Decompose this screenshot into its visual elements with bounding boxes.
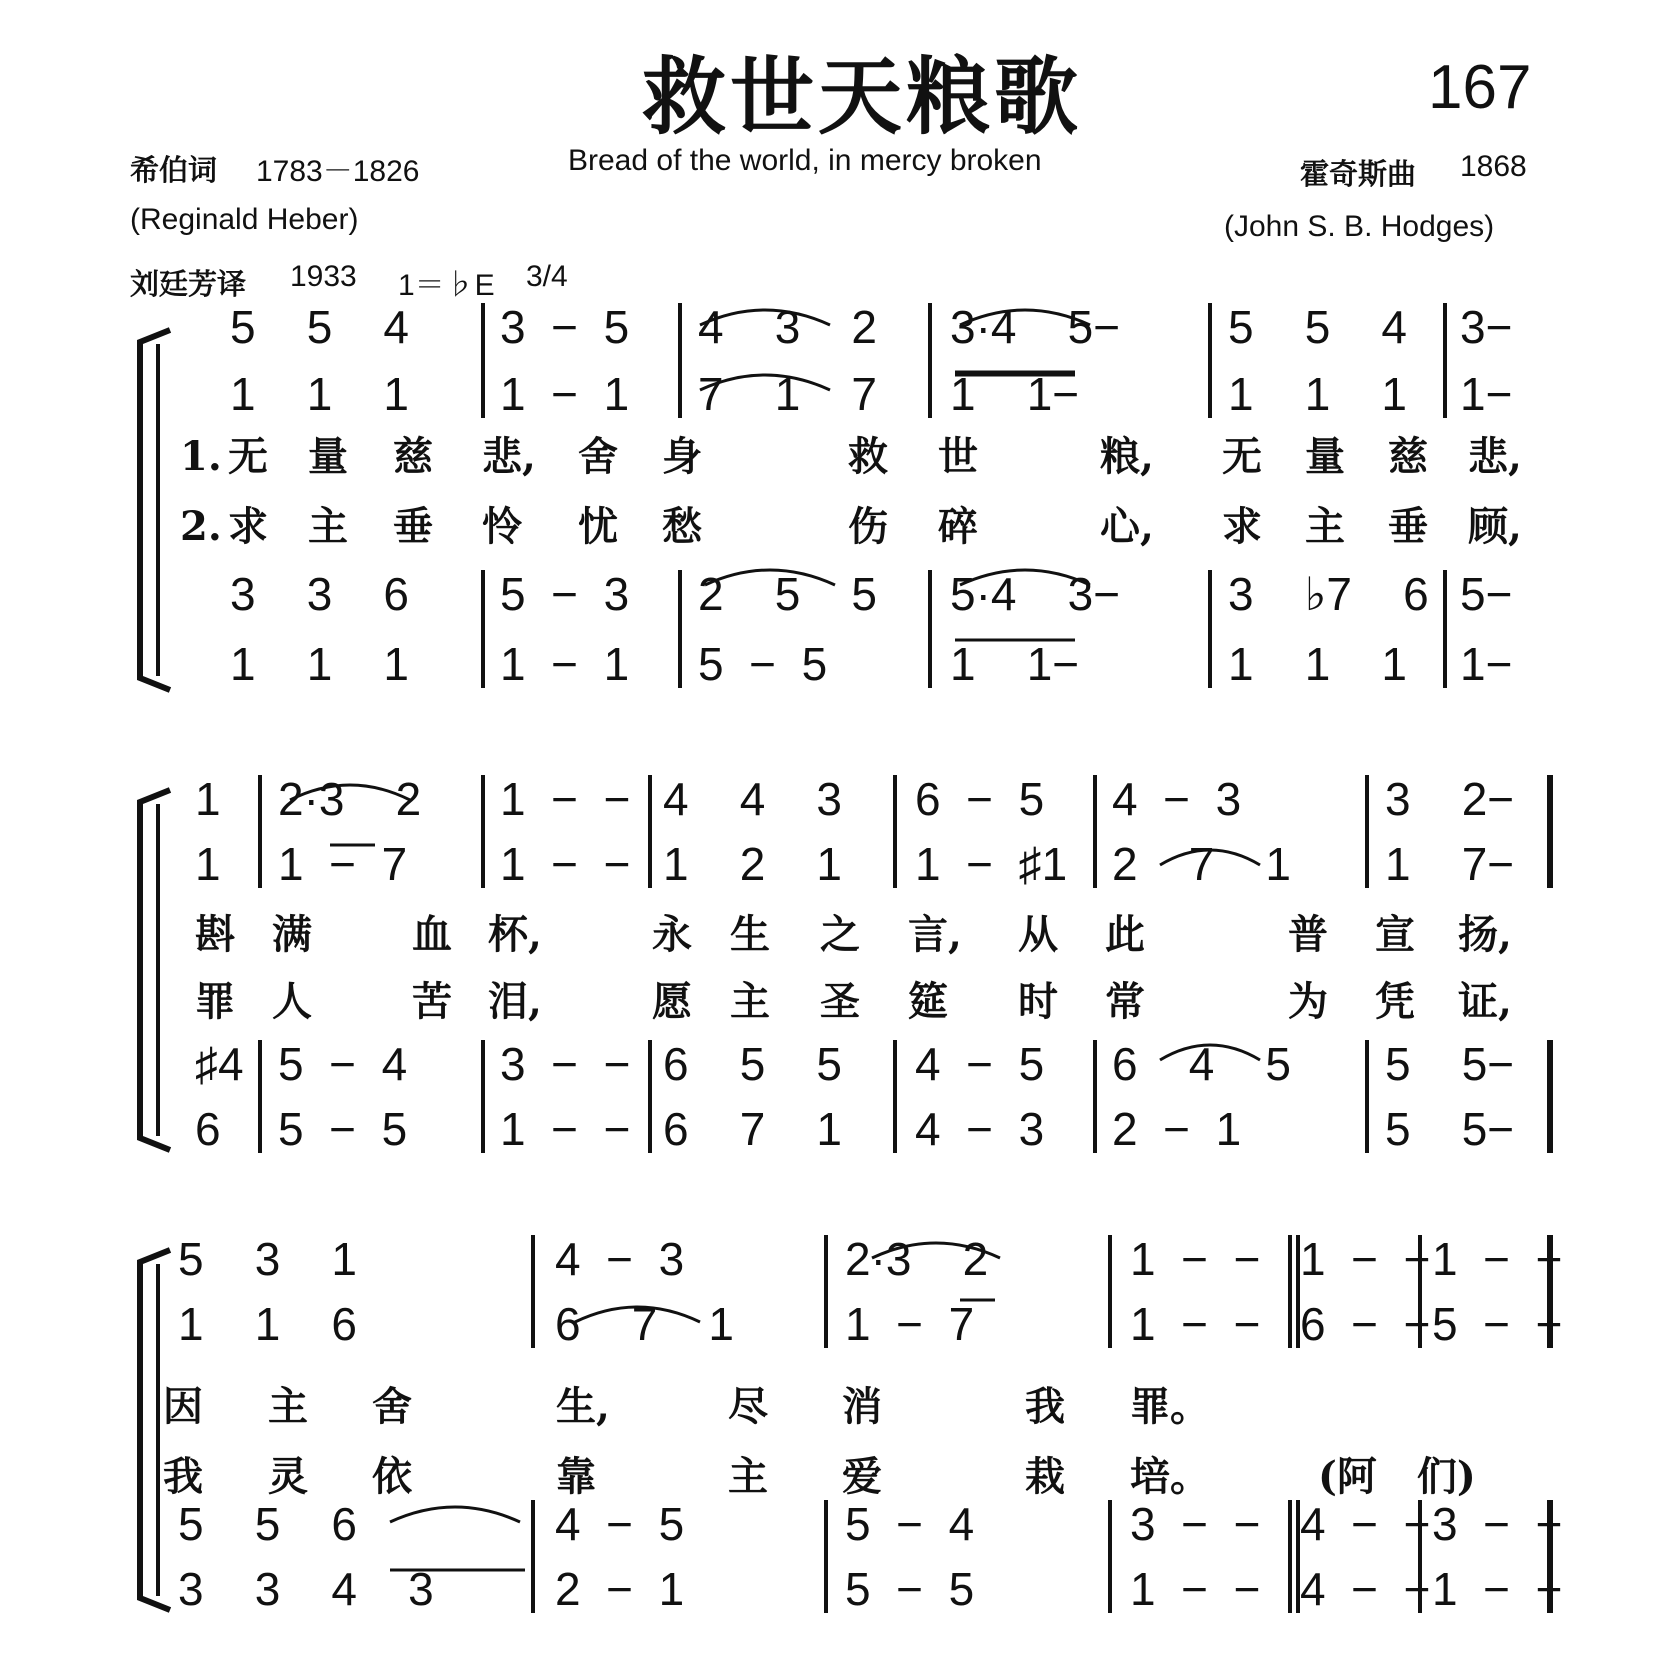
voice-4-measure: 2 − 1 <box>1112 1103 1242 1155</box>
lyric-syllable: 之 <box>820 911 860 958</box>
time-signature: 3/4 <box>526 260 568 293</box>
voice-1-measure: 1 − − <box>1130 1233 1261 1285</box>
lyric-syllable: 主 <box>1305 503 1345 550</box>
lyric-syllable: 量 <box>1305 433 1345 480</box>
voice-4-measure: 5 − 5 <box>698 638 828 690</box>
system-bracket <box>140 330 170 690</box>
lyric-syllable: 舍 <box>578 433 618 480</box>
voice-3-measure: 5 − 3 <box>500 568 630 620</box>
lyric-syllable: 圣 <box>820 978 860 1025</box>
voice-2-measure: 1 − − <box>500 838 631 890</box>
voice-2-measure: 1 1− <box>950 368 1080 420</box>
lyric-syllable: 愁 <box>662 503 702 550</box>
voice-3-measure: 5 − 4 <box>845 1498 975 1550</box>
voice-4-measure: 1 1− <box>950 638 1080 690</box>
voice-1-measure: 3 − 5 <box>500 301 630 353</box>
lyric-syllable: 身 <box>662 433 702 480</box>
voice-4-measure: 5 − 5 <box>845 1563 975 1615</box>
voice-4-measure: 5 5− <box>1385 1103 1515 1155</box>
system-bracket <box>140 1250 170 1610</box>
voice-3-measure: 3 − − <box>1432 1498 1563 1550</box>
voice-4-measure: 5 − 5 <box>278 1103 408 1155</box>
lyric-syllable: 杯, <box>488 911 542 958</box>
lyric-syllable: 永 <box>652 911 692 958</box>
lyric-syllable: 主 <box>268 1383 308 1430</box>
voice-3-measure: 3 3 6 <box>230 568 409 620</box>
lyric-syllable: 慈 <box>1388 433 1428 480</box>
voice-1-measure: 5 5 4 <box>1228 301 1407 353</box>
voice-1-measure: 1 <box>195 773 221 825</box>
lyric-syllable: 从 <box>1018 911 1058 958</box>
voice-1-measure: 4 3 2 <box>698 301 877 353</box>
voice-4-measure: 6 7 1 <box>663 1103 842 1155</box>
voice-4-measure: 6 <box>195 1103 221 1155</box>
lyric-syllable: 生 <box>730 911 770 958</box>
lyric-syllable: 忧 <box>578 503 618 550</box>
voice-4-measure: 1 − − <box>1432 1563 1563 1615</box>
lyric-syllable: 慈 <box>393 433 433 480</box>
voice-2-measure: 6 − − <box>1300 1298 1431 1350</box>
composer-english-name: (John S. B. Hodges) <box>1224 210 1495 243</box>
lyric-syllable: 罪。 <box>1130 1383 1210 1430</box>
voice-1-measure: 3− <box>1460 301 1513 353</box>
voice-1-measure: 1 − − <box>1432 1233 1563 1285</box>
voice-1-measure: 5 3 1 <box>178 1233 357 1285</box>
composer-name: 霍奇斯曲 <box>1300 157 1417 191</box>
lyric-syllable: 筵 <box>908 978 948 1025</box>
voice-3-measure: 5·4 3− <box>950 568 1121 620</box>
lyric-syllable: 怜 <box>482 503 522 550</box>
lyric-syllable: 舍 <box>372 1383 412 1430</box>
lyric-syllable: 靠 <box>556 1453 596 1500</box>
voice-4-measure: 1 − 1 <box>500 638 630 690</box>
voice-1-measure: 4 − 3 <box>555 1233 685 1285</box>
hymn-number: 167 <box>1428 53 1532 122</box>
lyric-syllable: 伤 <box>848 503 888 550</box>
lyric-syllable: 依 <box>372 1453 412 1500</box>
voice-2-measure: 1 1 1 <box>230 368 409 420</box>
voice-2-measure: 1 1 6 <box>178 1298 357 1350</box>
lyric-syllable: 罪 <box>195 978 235 1025</box>
voice-1-measure: 5 5 4 <box>230 301 409 353</box>
lyric-syllable: 栽 <box>1025 1453 1065 1500</box>
voice-2-measure: 5 − − <box>1432 1298 1563 1350</box>
lyric-syllable: 尽 <box>728 1383 768 1430</box>
voice-2-measure: 1 7− <box>1385 838 1515 890</box>
voice-3-measure: 4 − 5 <box>915 1038 1045 1090</box>
lyric-syllable: 悲, <box>482 433 536 480</box>
voice-4-measure: 4 − 3 <box>915 1103 1045 1155</box>
lyric-syllable: 凭 <box>1375 978 1415 1025</box>
lyricist-years: 1783－1826 <box>256 155 420 188</box>
lyric-syllable: 培。 <box>1130 1453 1210 1500</box>
amen-label: (阿 们) <box>1318 1453 1476 1500</box>
lyric-syllable: 言, <box>908 911 962 958</box>
voice-1-measure: 2·3 2 <box>278 773 422 825</box>
lyric-syllable: 证, <box>1458 978 1512 1025</box>
voice-2-measure: 1 1 1 <box>1228 368 1407 420</box>
voice-2-measure: 1 − − <box>1130 1298 1261 1350</box>
lyric-syllable: 此 <box>1105 911 1145 958</box>
voice-2-measure: 7 1 7 <box>698 368 877 420</box>
lyric-syllable: 垂 <box>1388 503 1428 550</box>
lyric-syllable: 消 <box>842 1383 882 1430</box>
translator-name: 刘廷芳译 <box>130 267 247 301</box>
lyric-syllable: 主 <box>728 1453 768 1500</box>
system-bracket <box>140 790 170 1150</box>
english-title: Bread of the world, in mercy broken <box>568 144 1042 177</box>
tie-arc <box>390 1507 520 1522</box>
lyric-syllable: 1. <box>180 433 222 480</box>
key-signature: 1＝♭E <box>398 269 495 302</box>
lyric-syllable: 救 <box>848 433 888 480</box>
voice-4-measure: 1 1 1 <box>230 638 409 690</box>
lyric-syllable: 常 <box>1105 978 1145 1025</box>
lyric-syllable: 粮, <box>1100 433 1154 480</box>
lyric-syllable: 求 <box>228 503 268 550</box>
voice-2-measure: 1− <box>1460 368 1513 420</box>
lyric-syllable: 悲, <box>1468 433 1522 480</box>
voice-1-measure: 4 4 3 <box>663 773 842 825</box>
lyric-syllable: 垂 <box>393 503 433 550</box>
lyric-syllable: 无 <box>1222 433 1262 480</box>
voice-3-measure: 3 − − <box>1130 1498 1261 1550</box>
voice-1-measure: 4 − 3 <box>1112 773 1242 825</box>
voice-3-measure: 5− <box>1460 568 1513 620</box>
composer-year: 1868 <box>1460 150 1527 183</box>
lyric-syllable: 主 <box>308 503 348 550</box>
lyric-syllable: 普 <box>1288 911 1328 958</box>
translation-year: 1933 <box>290 260 357 293</box>
voice-4-measure: 1 − − <box>500 1103 631 1155</box>
lyric-syllable: 求 <box>1222 503 1262 550</box>
voice-4-measure: 2 − 1 <box>555 1563 685 1615</box>
lyric-syllable: 心, <box>1100 503 1154 550</box>
voice-1-measure: 1 − − <box>1300 1233 1431 1285</box>
voice-3-measure: 3 − − <box>500 1038 631 1090</box>
lyric-syllable: 顾, <box>1468 503 1522 550</box>
lyric-syllable: 主 <box>730 978 770 1025</box>
voice-2-measure: 2 7 1 <box>1112 838 1291 890</box>
lyricist-english-name: (Reginald Heber) <box>130 203 359 236</box>
voice-1-measure: 3 2− <box>1385 773 1515 825</box>
hymn-title: 救世天粮歌 <box>642 47 1083 146</box>
lyric-syllable: 血 <box>412 911 452 958</box>
voice-4-measure: 4 − − <box>1300 1563 1431 1615</box>
voice-1-measure: 2·3 2 <box>845 1233 989 1285</box>
voice-3-measure: 2 5 5 <box>698 568 877 620</box>
voice-1-measure: 6 − 5 <box>915 773 1045 825</box>
lyric-syllable: 生, <box>556 1383 610 1430</box>
lyric-syllable: 灵 <box>268 1453 308 1500</box>
lyric-syllable: 泪, <box>488 978 542 1025</box>
lyric-syllable: 我 <box>1025 1383 1065 1430</box>
voice-4-measure: 1 1 1 <box>1228 638 1407 690</box>
voice-1-measure: 1 − − <box>500 773 631 825</box>
voice-2-measure: 1 2 1 <box>663 838 842 890</box>
voice-3-measure: ♯4 <box>195 1038 244 1090</box>
lyric-syllable: 愿 <box>652 978 692 1025</box>
voice-3-measure: 3 ♭7 6 <box>1228 568 1429 620</box>
voice-3-measure: 5 5 6 <box>178 1498 357 1550</box>
voice-3-measure: 5 5− <box>1385 1038 1515 1090</box>
voice-3-measure: 4 − 5 <box>555 1498 685 1550</box>
voice-2-measure: 1 − 7 <box>278 838 408 890</box>
voice-4-measure: 3 3 4 3 <box>178 1563 434 1615</box>
voice-2-measure: 1 − ♯1 <box>915 838 1068 890</box>
voice-2-measure: 1 <box>195 838 221 890</box>
voice-4-measure: 1− <box>1460 638 1513 690</box>
voice-3-measure: 5 − 4 <box>278 1038 408 1090</box>
lyric-syllable: 为 <box>1288 978 1328 1025</box>
lyric-syllable: 量 <box>308 433 348 480</box>
voice-3-measure: 4 − − <box>1300 1498 1431 1550</box>
lyric-syllable: 时 <box>1018 978 1058 1025</box>
lyric-syllable: 满 <box>272 911 312 958</box>
voice-2-measure: 6 7 1 <box>555 1298 734 1350</box>
voice-4-measure: 1 − − <box>1130 1563 1261 1615</box>
lyric-syllable: 2. <box>180 503 222 550</box>
voice-1-measure: 3·4 5− <box>950 301 1121 353</box>
lyric-syllable: 我 <box>163 1453 203 1500</box>
voice-3-measure: 6 5 5 <box>663 1038 842 1090</box>
lyric-syllable: 世 <box>938 433 978 480</box>
lyricist-name: 希伯词 <box>130 153 218 187</box>
lyric-syllable: 宣 <box>1375 911 1415 958</box>
voice-2-measure: 1 − 1 <box>500 368 630 420</box>
lyric-syllable: 斟 <box>195 911 235 958</box>
voice-2-measure: 1 − 7 <box>845 1298 975 1350</box>
lyric-syllable: 扬, <box>1458 911 1512 958</box>
lyric-syllable: 因 <box>163 1383 203 1430</box>
lyric-syllable: 爱 <box>842 1453 882 1500</box>
lyric-syllable: 苦 <box>412 978 452 1025</box>
lyric-syllable: 碎 <box>938 503 978 550</box>
lyric-syllable: 人 <box>272 978 312 1025</box>
voice-3-measure: 6 4 5 <box>1112 1038 1291 1090</box>
lyric-syllable: 无 <box>228 433 268 480</box>
